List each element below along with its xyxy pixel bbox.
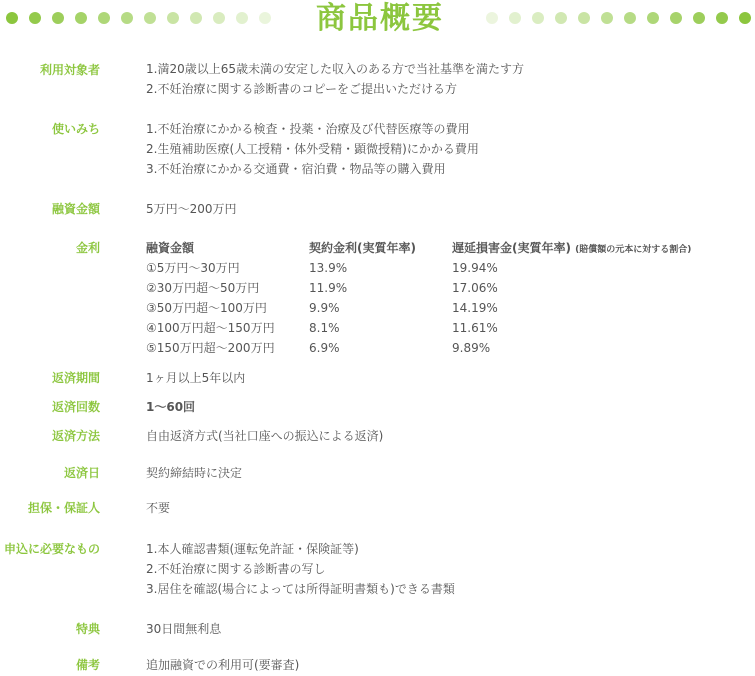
label-usage: 使いみち bbox=[51, 122, 100, 136]
decorative-dot bbox=[52, 12, 64, 24]
usage-line-3: 3.不妊治療にかかる交通費・宿泊費・物品等の購入費用 bbox=[146, 162, 446, 176]
label-amount: 融資金額 bbox=[51, 202, 100, 216]
label-period: 返済期間 bbox=[51, 371, 100, 385]
rate-row-late: 19.94% bbox=[452, 261, 498, 275]
decorative-dot bbox=[236, 12, 248, 24]
rate-header-late-label: 遅延損害金(実質年率) bbox=[452, 241, 571, 255]
decorative-dot bbox=[190, 12, 202, 24]
rate-row-amount: ③50万円超～100万円 bbox=[146, 301, 267, 315]
rate-header-amount: 融資金額 bbox=[146, 241, 195, 255]
required-line-1: 1.本人確認書類(運転免許証・保険証等) bbox=[146, 542, 359, 556]
rate-row-contract: 13.9% bbox=[309, 261, 348, 275]
date-value: 契約締結時に決定 bbox=[146, 466, 243, 480]
decorative-dot bbox=[624, 12, 636, 24]
decorative-dot bbox=[213, 12, 225, 24]
rate-row-late: 14.19% bbox=[452, 301, 498, 315]
rate-row-amount: ⑤150万円超～200万円 bbox=[146, 341, 275, 355]
rate-row-late: 9.89% bbox=[452, 341, 491, 355]
amount-value: 5万円～200万円 bbox=[146, 202, 237, 216]
decorative-dot bbox=[121, 12, 133, 24]
decorative-dot bbox=[670, 12, 682, 24]
decorative-dot bbox=[486, 12, 498, 24]
decorative-dot bbox=[739, 12, 751, 24]
header bbox=[0, 0, 755, 38]
usage-line-2: 2.生殖補助医療(人工授精・体外受精・顕微授精)にかかる費用 bbox=[146, 142, 479, 156]
label-date: 返済日 bbox=[63, 466, 100, 480]
decorative-dot bbox=[532, 12, 544, 24]
decorative-dot bbox=[555, 12, 567, 24]
decorative-dot bbox=[6, 12, 18, 24]
target-line-1: 1.満20歳以上65歳未満の安定した収入のある方で当社基準を満たす方 bbox=[146, 62, 524, 76]
method-value: 自由返済方式(当社口座への振込による返済) bbox=[146, 429, 384, 443]
target-line-2: 2.不妊治療に関する診断書のコピーをご提出いただける方 bbox=[146, 82, 457, 96]
benefit-value: 30日間無利息 bbox=[146, 622, 222, 636]
period-value: 1ヶ月以上5年以内 bbox=[146, 371, 246, 385]
decorative-dot bbox=[167, 12, 179, 24]
rate-header-late-note: (賠償額の元本に対する割合) bbox=[575, 245, 692, 255]
count-value: 1～60回 bbox=[146, 400, 196, 414]
rate-row-contract: 8.1% bbox=[309, 321, 340, 335]
decorative-dot bbox=[144, 12, 156, 24]
decorative-dot bbox=[509, 12, 521, 24]
decorative-dot bbox=[647, 12, 659, 24]
rate-row-contract: 11.9% bbox=[309, 281, 348, 295]
collateral-value: 不要 bbox=[146, 501, 171, 515]
rate-header-late bbox=[452, 238, 691, 260]
label-required: 申込に必要なもの bbox=[3, 542, 100, 556]
decorative-dot bbox=[693, 12, 705, 24]
notes-value: 追加融資での利用可(要審査) bbox=[146, 658, 300, 672]
label-target: 利用対象者 bbox=[39, 63, 100, 77]
rate-row-contract: 6.9% bbox=[309, 341, 340, 355]
decorative-dot bbox=[29, 12, 41, 24]
decorative-dot bbox=[259, 12, 271, 24]
decorative-dot bbox=[75, 12, 87, 24]
decorative-dot bbox=[716, 12, 728, 24]
label-benefit: 特典 bbox=[75, 622, 100, 636]
rate-row-late: 11.61% bbox=[452, 321, 498, 335]
rate-row-late: 17.06% bbox=[452, 281, 498, 295]
required-line-2: 2.不妊治療に関する診断書の写し bbox=[146, 562, 326, 576]
rate-row-amount: ②30万円超～50万円 bbox=[146, 281, 260, 295]
rate-row-amount: ④100万円超～150万円 bbox=[146, 321, 275, 335]
usage-line-1: 1.不妊治療にかかる検査・投薬・治療及び代替医療等の費用 bbox=[146, 122, 470, 136]
page-title: 商品概要 bbox=[316, 1, 444, 36]
label-collateral: 担保・保証人 bbox=[27, 501, 100, 515]
required-line-3: 3.居住を確認(場合によっては所得証明書類も)できる書類 bbox=[146, 582, 455, 596]
decorative-dot bbox=[601, 12, 613, 24]
label-rate: 金利 bbox=[75, 241, 100, 255]
rate-row-contract: 9.9% bbox=[309, 301, 340, 315]
label-method: 返済方法 bbox=[51, 429, 100, 443]
decorative-dot bbox=[578, 12, 590, 24]
label-notes: 備考 bbox=[75, 658, 100, 672]
decorative-dot bbox=[98, 12, 110, 24]
rate-header-contract: 契約金利(実質年率) bbox=[309, 241, 416, 255]
rate-row-amount: ①5万円～30万円 bbox=[146, 261, 240, 275]
label-count: 返済回数 bbox=[51, 400, 100, 414]
